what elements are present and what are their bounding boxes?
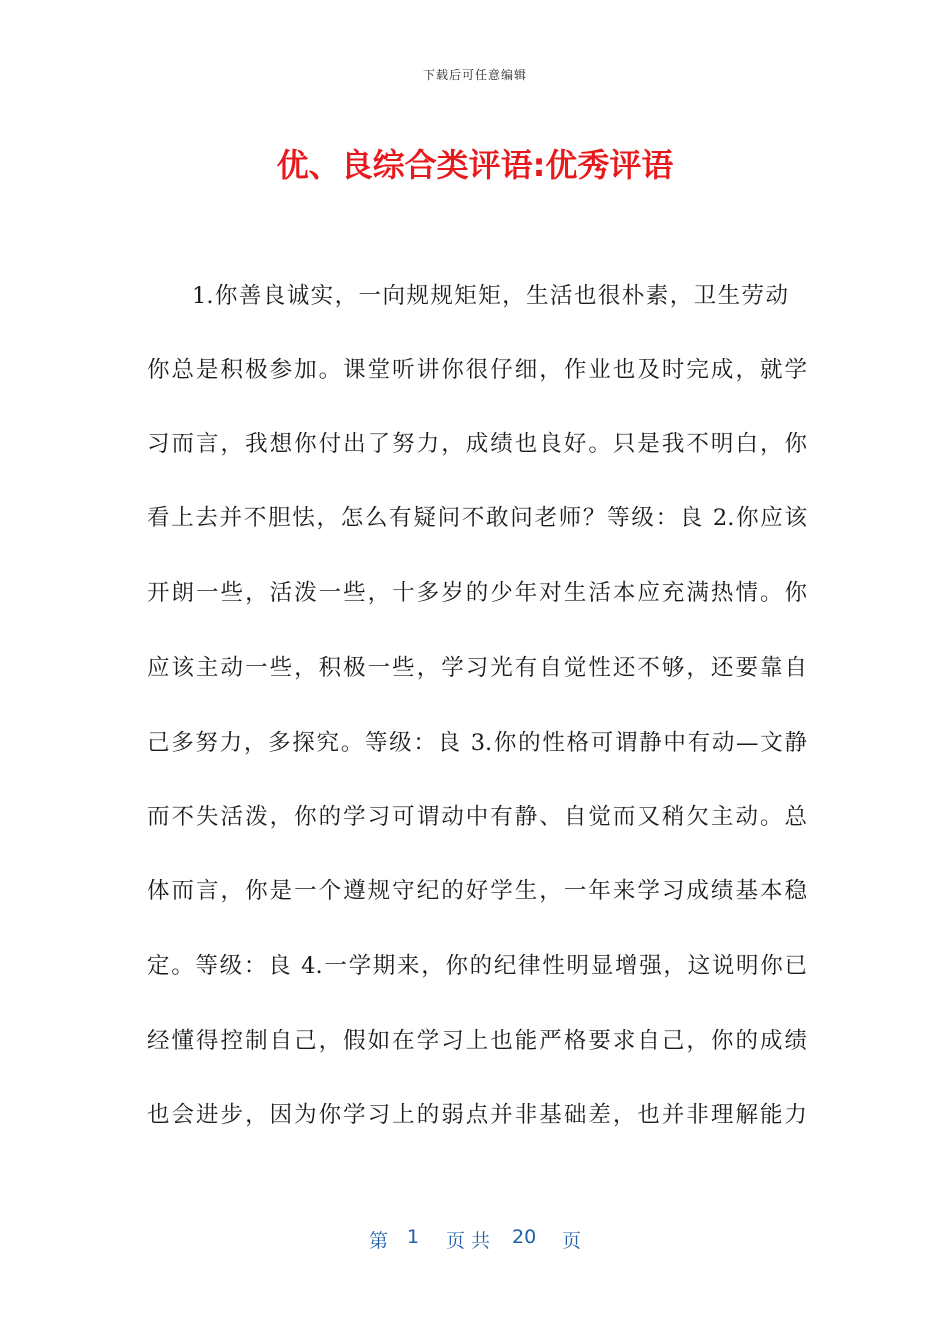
paragraph-line: 看上去并不胆怯，怎么有疑问不敢问老师？等级：良 2.你应该 xyxy=(147,505,807,531)
footer-label-di: 第 xyxy=(369,1230,389,1252)
paragraph-line: 己多努力，多探究。等级：良 3.你的性格可谓静中有动—文静 xyxy=(147,730,807,756)
header-note: 下载后可任意编辑 xyxy=(422,68,527,82)
paragraph-line: 定。等级：良 4.一学期来，你的纪律性明显增强，这说明你已 xyxy=(147,953,807,979)
document-title: 优、良综合类评语:优秀评语 xyxy=(276,146,674,184)
paragraph-line: 1.你善良诚实，一向规规矩矩，生活也很朴素，卫生劳动 xyxy=(192,283,788,309)
footer-label-ye-gong: 页 共 xyxy=(446,1230,491,1252)
paragraph-line: 经懂得控制自己，假如在学习上也能严格要求自己，你的成绩 xyxy=(147,1028,807,1054)
footer-current-page: 1 xyxy=(407,1226,420,1248)
footer-label-ye: 页 xyxy=(562,1230,582,1252)
paragraph-line: 而不失活泼，你的学习可谓动中有静、自觉而又稍欠主动。总 xyxy=(147,804,807,830)
footer-total-pages: 20 xyxy=(512,1226,537,1248)
paragraph-line: 也会进步，因为你学习上的弱点并非基础差，也并非理解能力 xyxy=(147,1102,807,1128)
paragraph-line: 应该主动一些，积极一些，学习光有自觉性还不够，还要靠自 xyxy=(147,655,807,681)
paragraph-line: 你总是积极参加。课堂听讲你很仔细，作业也及时完成，就学 xyxy=(147,357,807,383)
paragraph-line: 体而言，你是一个遵规守纪的好学生，一年来学习成绩基本稳 xyxy=(147,878,807,904)
page-footer xyxy=(0,1226,950,1252)
paragraph-line: 习而言，我想你付出了努力，成绩也良好。只是我不明白，你 xyxy=(147,431,807,457)
paragraph-line: 开朗一些，活泼一些，十多岁的少年对生活本应充满热情。你 xyxy=(147,580,807,606)
